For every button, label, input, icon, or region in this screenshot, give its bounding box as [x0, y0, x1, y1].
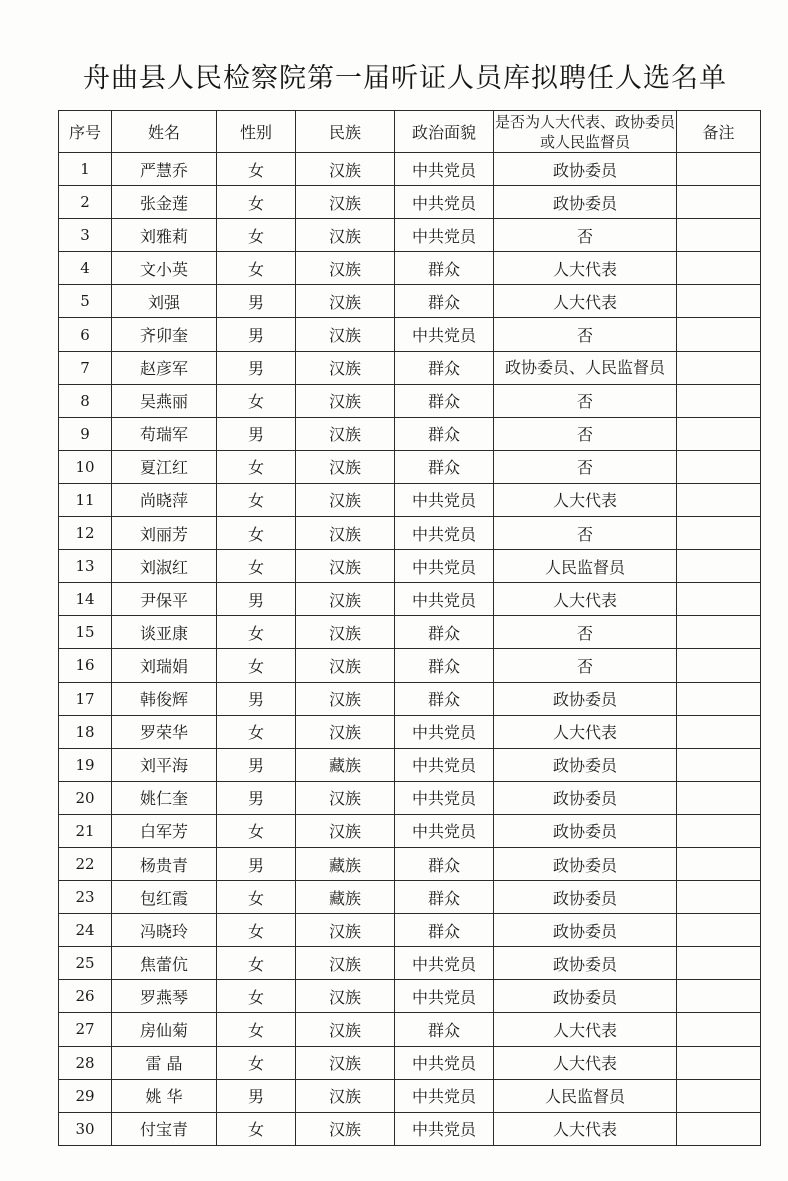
cell-representative: 否	[494, 450, 677, 483]
cell-name: 刘雅莉	[112, 219, 217, 252]
cell-political: 群众	[395, 1013, 494, 1046]
cell-ethnicity: 汉族	[296, 715, 395, 748]
cell-political: 群众	[395, 914, 494, 947]
cell-no: 4	[59, 252, 112, 285]
cell-representative: 人民监督员	[494, 550, 677, 583]
table-header-row	[59, 111, 761, 153]
cell-ethnicity: 汉族	[296, 550, 395, 583]
table-row	[59, 219, 761, 252]
cell-representative: 人大代表	[494, 715, 677, 748]
cell-representative: 政协委员	[494, 847, 677, 880]
cell-no: 30	[59, 1112, 112, 1145]
table-body	[59, 153, 761, 1146]
cell-remarks	[677, 980, 761, 1013]
cell-political: 中共党员	[395, 781, 494, 814]
cell-political: 群众	[395, 450, 494, 483]
cell-ethnicity: 汉族	[296, 450, 395, 483]
cell-remarks	[677, 1046, 761, 1079]
cell-remarks	[677, 847, 761, 880]
cell-ethnicity: 汉族	[296, 814, 395, 847]
cell-no: 22	[59, 847, 112, 880]
cell-representative: 人大代表	[494, 252, 677, 285]
cell-remarks	[677, 583, 761, 616]
table-row	[59, 649, 761, 682]
cell-gender: 男	[217, 285, 296, 318]
cell-representative: 政协委员	[494, 980, 677, 1013]
cell-ethnicity: 汉族	[296, 517, 395, 550]
cell-remarks	[677, 384, 761, 417]
cell-name: 夏江红	[112, 450, 217, 483]
cell-political: 群众	[395, 285, 494, 318]
cell-representative: 人民监督员	[494, 1079, 677, 1112]
cell-name: 冯晓玲	[112, 914, 217, 947]
cell-remarks	[677, 417, 761, 450]
cell-gender: 男	[217, 748, 296, 781]
cell-name: 齐卯奎	[112, 318, 217, 351]
cell-no: 13	[59, 550, 112, 583]
cell-remarks	[677, 649, 761, 682]
cell-name: 张金莲	[112, 186, 217, 219]
cell-representative: 政协委员	[494, 947, 677, 980]
cell-gender: 女	[217, 186, 296, 219]
cell-no: 27	[59, 1013, 112, 1046]
cell-name: 韩俊辉	[112, 682, 217, 715]
cell-gender: 男	[217, 318, 296, 351]
table-row	[59, 914, 761, 947]
cell-no: 29	[59, 1079, 112, 1112]
table-row	[59, 682, 761, 715]
cell-no: 17	[59, 682, 112, 715]
table-row	[59, 252, 761, 285]
cell-representative: 人大代表	[494, 285, 677, 318]
table-row	[59, 285, 761, 318]
cell-political: 中共党员	[395, 748, 494, 781]
cell-no: 3	[59, 219, 112, 252]
cell-remarks	[677, 881, 761, 914]
cell-gender: 男	[217, 847, 296, 880]
cell-remarks	[677, 748, 761, 781]
cell-political: 中共党员	[395, 1079, 494, 1112]
cell-remarks	[677, 153, 761, 186]
cell-name: 罗燕琴	[112, 980, 217, 1013]
cell-political: 中共党员	[395, 318, 494, 351]
cell-political: 群众	[395, 616, 494, 649]
cell-political: 群众	[395, 384, 494, 417]
table-row	[59, 1079, 761, 1112]
cell-political: 中共党员	[395, 980, 494, 1013]
cell-political: 中共党员	[395, 1046, 494, 1079]
cell-gender: 女	[217, 153, 296, 186]
cell-gender: 女	[217, 517, 296, 550]
cell-no: 24	[59, 914, 112, 947]
cell-name: 尹保平	[112, 583, 217, 616]
cell-ethnicity: 汉族	[296, 616, 395, 649]
cell-political: 中共党员	[395, 153, 494, 186]
cell-name: 尚晓萍	[112, 483, 217, 516]
table-row	[59, 814, 761, 847]
cell-representative: 政协委员、人民监督员	[494, 351, 677, 384]
cell-political: 群众	[395, 351, 494, 384]
cell-remarks	[677, 616, 761, 649]
table-row	[59, 153, 761, 186]
cell-representative: 政协委员	[494, 153, 677, 186]
cell-no: 6	[59, 318, 112, 351]
header-representative: 是否为人大代表、政协委员或人民监督员	[494, 112, 675, 151]
cell-representative: 政协委员	[494, 914, 677, 947]
cell-political: 中共党员	[395, 517, 494, 550]
header-ethnicity: 民族	[296, 111, 395, 153]
cell-representative: 否	[494, 417, 677, 450]
table-row	[59, 1046, 761, 1079]
cell-gender: 女	[217, 980, 296, 1013]
cell-remarks	[677, 1112, 761, 1145]
cell-remarks	[677, 682, 761, 715]
cell-ethnicity: 汉族	[296, 1079, 395, 1112]
table-row	[59, 980, 761, 1013]
cell-name: 包红霞	[112, 881, 217, 914]
cell-no: 2	[59, 186, 112, 219]
cell-no: 10	[59, 450, 112, 483]
cell-remarks	[677, 914, 761, 947]
cell-no: 28	[59, 1046, 112, 1079]
cell-gender: 男	[217, 417, 296, 450]
cell-ethnicity: 汉族	[296, 483, 395, 516]
cell-gender: 女	[217, 219, 296, 252]
cell-representative: 政协委员	[494, 682, 677, 715]
cell-representative: 人大代表	[494, 1013, 677, 1046]
cell-no: 9	[59, 417, 112, 450]
table-row	[59, 715, 761, 748]
cell-no: 18	[59, 715, 112, 748]
cell-political: 中共党员	[395, 947, 494, 980]
cell-name: 谈亚康	[112, 616, 217, 649]
table-row	[59, 450, 761, 483]
cell-gender: 男	[217, 583, 296, 616]
cell-ethnicity: 汉族	[296, 186, 395, 219]
cell-political: 群众	[395, 417, 494, 450]
table-row	[59, 1013, 761, 1046]
cell-gender: 女	[217, 649, 296, 682]
cell-ethnicity: 汉族	[296, 252, 395, 285]
cell-gender: 男	[217, 781, 296, 814]
cell-representative: 否	[494, 616, 677, 649]
cell-gender: 男	[217, 1079, 296, 1112]
cell-no: 12	[59, 517, 112, 550]
cell-remarks	[677, 483, 761, 516]
cell-gender: 女	[217, 881, 296, 914]
cell-gender: 女	[217, 384, 296, 417]
cell-remarks	[677, 1013, 761, 1046]
cell-name: 房仙菊	[112, 1013, 217, 1046]
cell-ethnicity: 汉族	[296, 1112, 395, 1145]
cell-representative: 人大代表	[494, 583, 677, 616]
cell-remarks	[677, 814, 761, 847]
cell-remarks	[677, 285, 761, 318]
cell-gender: 女	[217, 814, 296, 847]
cell-ethnicity: 汉族	[296, 351, 395, 384]
cell-representative: 人大代表	[494, 1112, 677, 1145]
cell-remarks	[677, 450, 761, 483]
cell-remarks	[677, 517, 761, 550]
cell-name: 赵彦军	[112, 351, 217, 384]
cell-political: 中共党员	[395, 550, 494, 583]
cell-remarks	[677, 252, 761, 285]
table-row	[59, 417, 761, 450]
cell-representative: 否	[494, 219, 677, 252]
cell-political: 群众	[395, 881, 494, 914]
cell-gender: 女	[217, 483, 296, 516]
cell-representative: 政协委员	[494, 748, 677, 781]
cell-gender: 女	[217, 550, 296, 583]
cell-name: 杨贵青	[112, 847, 217, 880]
cell-ethnicity: 汉族	[296, 682, 395, 715]
cell-ethnicity: 汉族	[296, 285, 395, 318]
cell-no: 7	[59, 351, 112, 384]
cell-representative: 否	[494, 649, 677, 682]
cell-gender: 女	[217, 1013, 296, 1046]
cell-representative: 否	[494, 517, 677, 550]
cell-no: 11	[59, 483, 112, 516]
cell-remarks	[677, 781, 761, 814]
header-remarks: 备注	[677, 111, 761, 153]
cell-ethnicity: 汉族	[296, 781, 395, 814]
cell-ethnicity: 汉族	[296, 318, 395, 351]
cell-ethnicity: 藏族	[296, 748, 395, 781]
cell-ethnicity: 汉族	[296, 417, 395, 450]
cell-representative: 人大代表	[494, 1046, 677, 1079]
cell-remarks	[677, 550, 761, 583]
cell-name: 雷 晶	[112, 1046, 217, 1079]
cell-representative: 否	[494, 384, 677, 417]
cell-name: 姚 华	[112, 1079, 217, 1112]
cell-no: 16	[59, 649, 112, 682]
cell-name: 付宝青	[112, 1112, 217, 1145]
cell-ethnicity: 汉族	[296, 947, 395, 980]
cell-representative: 否	[494, 318, 677, 351]
cell-gender: 女	[217, 252, 296, 285]
cell-representative: 政协委员	[494, 186, 677, 219]
table-row	[59, 186, 761, 219]
cell-ethnicity: 汉族	[296, 1013, 395, 1046]
cell-gender: 女	[217, 715, 296, 748]
document-title: 舟曲县人民检察院第一届听证人员库拟聘任人选名单	[83, 63, 727, 94]
table-row	[59, 483, 761, 516]
cell-no: 25	[59, 947, 112, 980]
candidate-table	[58, 110, 761, 1146]
header-gender: 性别	[217, 111, 296, 153]
cell-ethnicity: 汉族	[296, 914, 395, 947]
table-row	[59, 947, 761, 980]
cell-political: 中共党员	[395, 583, 494, 616]
cell-gender: 女	[217, 616, 296, 649]
cell-remarks	[677, 715, 761, 748]
table-row	[59, 583, 761, 616]
cell-gender: 女	[217, 1046, 296, 1079]
cell-name: 严慧乔	[112, 153, 217, 186]
cell-political: 群众	[395, 847, 494, 880]
cell-gender: 女	[217, 450, 296, 483]
table-row	[59, 781, 761, 814]
cell-no: 15	[59, 616, 112, 649]
table-row	[59, 384, 761, 417]
cell-name: 刘强	[112, 285, 217, 318]
cell-no: 8	[59, 384, 112, 417]
table-row	[59, 881, 761, 914]
cell-ethnicity: 汉族	[296, 384, 395, 417]
cell-remarks	[677, 186, 761, 219]
cell-no: 1	[59, 153, 112, 186]
cell-political: 群众	[395, 252, 494, 285]
cell-ethnicity: 汉族	[296, 583, 395, 616]
cell-name: 焦蕾伉	[112, 947, 217, 980]
cell-remarks	[677, 219, 761, 252]
table-row	[59, 318, 761, 351]
cell-gender: 女	[217, 1112, 296, 1145]
cell-gender: 女	[217, 947, 296, 980]
cell-political: 中共党员	[395, 219, 494, 252]
cell-remarks	[677, 318, 761, 351]
cell-name: 姚仁奎	[112, 781, 217, 814]
cell-ethnicity: 汉族	[296, 153, 395, 186]
cell-gender: 男	[217, 682, 296, 715]
cell-ethnicity: 藏族	[296, 881, 395, 914]
table-row	[59, 1112, 761, 1145]
cell-representative: 政协委员	[494, 881, 677, 914]
cell-name: 刘丽芳	[112, 517, 217, 550]
cell-ethnicity: 汉族	[296, 219, 395, 252]
cell-gender: 男	[217, 351, 296, 384]
cell-ethnicity: 藏族	[296, 847, 395, 880]
cell-no: 21	[59, 814, 112, 847]
cell-name: 罗荣华	[112, 715, 217, 748]
cell-no: 20	[59, 781, 112, 814]
cell-political: 中共党员	[395, 186, 494, 219]
cell-remarks	[677, 1079, 761, 1112]
cell-name: 苟瑞军	[112, 417, 217, 450]
cell-remarks	[677, 351, 761, 384]
cell-political: 中共党员	[395, 1112, 494, 1145]
table-row	[59, 847, 761, 880]
cell-name: 文小英	[112, 252, 217, 285]
table-row	[59, 517, 761, 550]
cell-name: 刘淑红	[112, 550, 217, 583]
cell-name: 刘平海	[112, 748, 217, 781]
cell-no: 26	[59, 980, 112, 1013]
table-row	[59, 748, 761, 781]
cell-political: 中共党员	[395, 483, 494, 516]
cell-no: 14	[59, 583, 112, 616]
table-row	[59, 550, 761, 583]
cell-political: 群众	[395, 682, 494, 715]
header-name: 姓名	[112, 111, 217, 153]
cell-ethnicity: 汉族	[296, 649, 395, 682]
cell-no: 23	[59, 881, 112, 914]
cell-representative: 人大代表	[494, 483, 677, 516]
cell-name: 刘瑞娟	[112, 649, 217, 682]
cell-no: 19	[59, 748, 112, 781]
cell-ethnicity: 汉族	[296, 1046, 395, 1079]
table-row	[59, 616, 761, 649]
cell-gender: 女	[217, 914, 296, 947]
cell-political: 群众	[395, 649, 494, 682]
cell-ethnicity: 汉族	[296, 980, 395, 1013]
cell-political: 中共党员	[395, 715, 494, 748]
cell-no: 5	[59, 285, 112, 318]
header-no: 序号	[59, 111, 112, 153]
cell-remarks	[677, 947, 761, 980]
header-political: 政治面貌	[395, 111, 494, 153]
cell-political: 中共党员	[395, 814, 494, 847]
cell-representative: 政协委员	[494, 781, 677, 814]
table-row	[59, 351, 761, 384]
cell-representative: 政协委员	[494, 814, 677, 847]
cell-name: 吴燕丽	[112, 384, 217, 417]
cell-name: 白军芳	[112, 814, 217, 847]
